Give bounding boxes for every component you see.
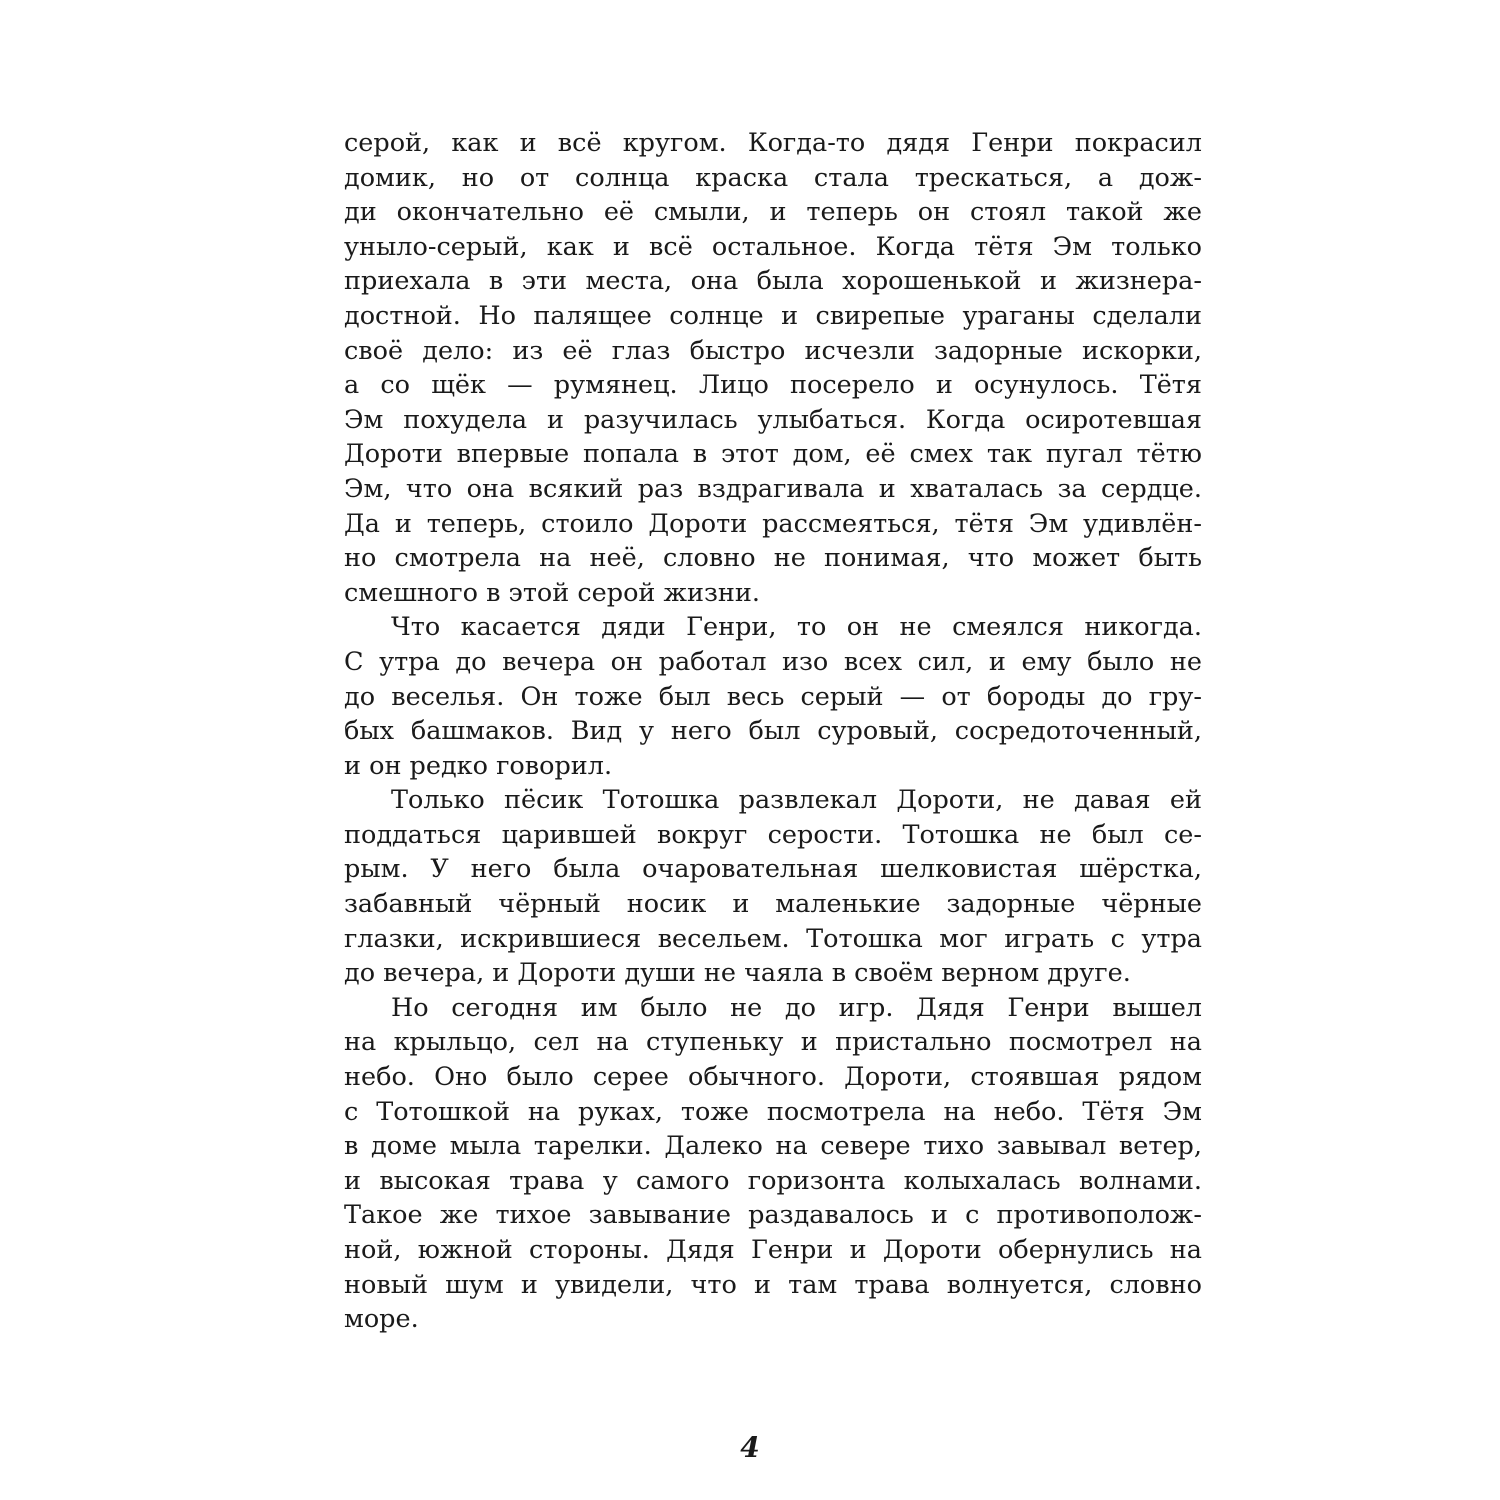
text-line: ной, южной стороны. Дядя Генри и Дороти обернулись на — [344, 1235, 1202, 1265]
page-number: 4 — [740, 1431, 760, 1464]
text-line: достной. Но палящее солнце и свирепые ураганы сделали — [344, 300, 1202, 331]
paragraph-4 — [344, 991, 1202, 1337]
text-line: Только пёсик Тотошка развлекал Дороти, не давая ей — [391, 785, 1202, 816]
paragraph-2 — [344, 610, 1202, 783]
text-line: Да и теперь, стоило Дороти рассмеяться, тётя Эм удивлён- — [344, 508, 1202, 539]
text-line: Дороти впервые попала в этот дом, её смех так пугал тётю — [344, 439, 1202, 470]
text-line: Но сегодня им было не до игр. Дядя Генри вышел — [391, 992, 1202, 1023]
text-line: Что касается дяди Генри, то он не смеялся никогда. — [391, 612, 1202, 643]
text-line: до веселья. Он тоже был весь серый — от бороды до гру- — [344, 681, 1202, 712]
text-line: приехала в эти места, она была хорошенькой и жизнера- — [344, 266, 1202, 297]
text-line: и высокая трава у самого горизонта колыхалась волнами. — [344, 1165, 1202, 1196]
text-line: небо. Оно было серее обычного. Дороти, стоявшая рядом — [344, 1062, 1202, 1093]
text-line: ди окончательно её смыли, и теперь он стоял такой же — [344, 197, 1202, 228]
text-line: море. — [344, 1304, 419, 1335]
text-line: новый шум и увидели, что и там трава волнуется, словно — [344, 1269, 1202, 1300]
page-body — [344, 126, 1202, 1337]
text-line: Эм похудела и разучилась улыбаться. Когда осиротевшая — [344, 404, 1202, 435]
text-line: серой, как и всё кругом. Когда-то дядя Генри покрасил — [344, 128, 1202, 158]
text-line: С утра до вечера он работал изо всех сил, и ему было не — [344, 646, 1202, 677]
text-line: с Тотошкой на руках, тоже посмотрела на небо. Тётя Эм — [344, 1096, 1202, 1127]
text-line: в доме мыла тарелки. Далеко на севере тихо завывал ветер, — [344, 1131, 1202, 1162]
text-line: а со щёк — румянец. Лицо посерело и осунулось. Тётя — [344, 370, 1202, 401]
text-line: бых башмаков. Вид у него был суровый, сосредоточенный, — [344, 716, 1202, 747]
text-line: смешного в этой серой жизни. — [344, 577, 760, 608]
text-line: домик, но от солнца краска стала трескаться, а дож- — [344, 162, 1202, 193]
text-line: и он редко говорил. — [344, 750, 613, 781]
text-line: до вечера, и Дороти души не чаяла в своём верном друге. — [344, 958, 1131, 989]
text-line: уныло-серый, как и всё остальное. Когда тётя Эм только — [344, 231, 1202, 262]
text-line: но смотрела на неё, словно не понимая, что может быть — [344, 543, 1202, 574]
text-line: рым. У него была очаровательная шелковистая шёрстка, — [344, 854, 1202, 885]
text-line: на крыльцо, сел на ступеньку и пристально посмотрел на — [344, 1027, 1202, 1058]
text-line: поддаться царившей вокруг серости. Тотошка не был се- — [344, 819, 1202, 850]
paragraph-3 — [344, 783, 1202, 991]
paragraph-1 — [344, 126, 1202, 610]
text-line: глазки, искрившиеся весельем. Тотошка мог играть с утра — [344, 923, 1202, 954]
text-line: Эм, что она всякий раз вздрагивала и хваталась за сердце. — [344, 473, 1202, 504]
text-line: своё дело: из её глаз быстро исчезли задорные искорки, — [344, 335, 1202, 366]
text-line: Такое же тихое завывание раздавалось и с противополож- — [344, 1200, 1202, 1231]
text-line: забавный чёрный носик и маленькие задорные чёрные — [344, 889, 1202, 920]
